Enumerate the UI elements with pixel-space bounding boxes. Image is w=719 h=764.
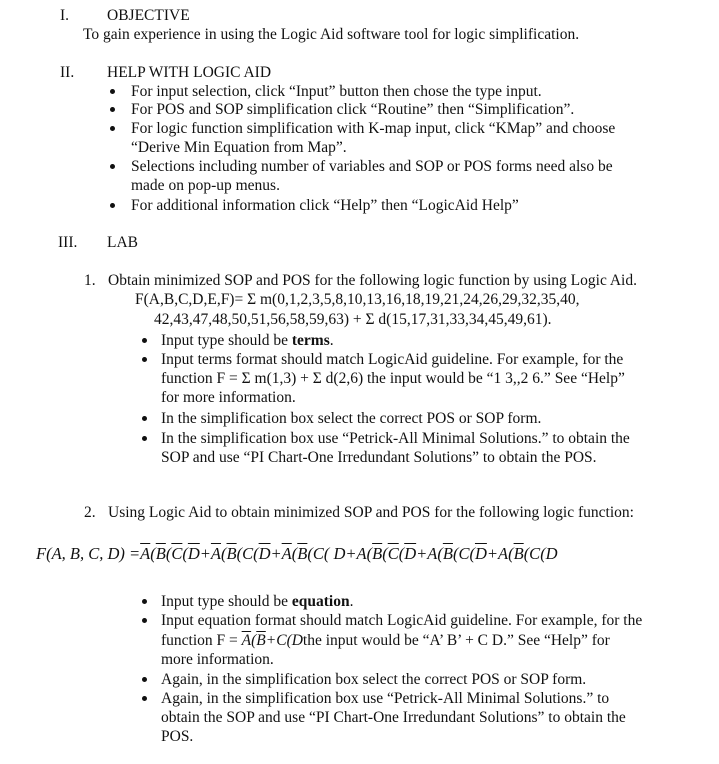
q1-item-3: In the simplification box select the correct POS or SOP form. [161, 410, 542, 427]
section-1-number: I. [60, 7, 70, 24]
q2-item-4-line-2: obtain the SOP and use “PI Chart-One Irredundant Solutions” to obtain the [161, 709, 626, 726]
bullet-dot [110, 164, 115, 169]
bullet-dot [110, 89, 115, 94]
q2-item-1: Input type should be equation. [161, 593, 354, 610]
question-2-equation: F(A, B, C, $D) =\overline{A}(\overline{B}(\overline{C}(\overline{D}+\overline{A}(\overline{B}(C(\overline{D}+\overline{A}(\overline{B}(C$( $D+A(\overline{B}(\overline{C}(\overline{D}+A(\overline{B}(C(\overline{D}+A(\overline{B}(C(D$ [36, 544, 558, 563]
question-2-text: Using Logic Aid to obtain minimized SOP and POS for the following logic function: [108, 504, 634, 521]
bullet-dot [142, 416, 147, 421]
section-3-number: III. [58, 234, 78, 251]
q1-item-2-line-1: Input terms format should match LogicAid guideline. For example, for the [161, 351, 624, 368]
q1-item-4-line-2: SOP and use “PI Chart-One Irredundant Solutions” to obtain the POS. [161, 449, 597, 466]
bullet-dot [142, 618, 147, 623]
q2-item-2-line-2: function $F = \overline{A}(\overline{B}+C(Dthe$ input would be “A’ B’ + C D.” See “Help” for [161, 632, 610, 649]
question-1-text: Obtain minimized SOP and POS for the following logic function by using Logic Aid. [108, 272, 637, 289]
help-item-2: For POS and SOP simplification click “Routine” then “Simplification”. [131, 101, 575, 118]
question-2-number: 2. [84, 504, 96, 521]
bullet-dot [110, 203, 115, 208]
bullet-dot [142, 436, 147, 441]
q2-item-2-line-1: Input equation format should match LogicAid guideline. For example, for the [161, 612, 643, 629]
question-1-number: 1. [84, 272, 96, 289]
section-1-title: OBJECTIVE [107, 7, 190, 24]
section-3-title: LAB [107, 234, 138, 251]
objective-text: To gain experience in using the Logic Aid software tool for logic simplification. [83, 26, 580, 43]
q1-item-2-line-2: function F = Σ m(1,3) + Σ d(2,6) the input would be “1 3,,2 6.” See “Help” [161, 370, 625, 387]
bullet-dot [110, 126, 115, 131]
bullet-dot [142, 677, 147, 682]
q2-item-4-line-3: POS. [161, 728, 194, 745]
bullet-dot [142, 357, 147, 362]
help-item-5: For additional information click “Help” then “LogicAid Help” [131, 197, 519, 214]
bullet-dot [110, 107, 115, 112]
q1-item-2-line-3: for more information. [161, 389, 296, 406]
q2-item-3: Again, in the simplification box select the correct POS or SOP form. [161, 671, 587, 688]
q2-item-2-line-3: more information. [161, 651, 274, 668]
q2-item-4-line-1: Again, in the simplification box use “Petrick-All Minimal Solutions.” to [161, 690, 610, 707]
help-item-4-line-2: made on pop-up menus. [131, 177, 280, 194]
bullet-dot [142, 599, 147, 604]
help-item-3-line-2: “Derive Min Equation from Map”. [131, 139, 347, 156]
question-1-function-line-2: 42,43,47,48,50,51,56,58,59,63) + Σ d(15,17,31,33,34,45,49,61). [154, 311, 552, 328]
help-item-1: For input selection, click “Input” button then chose the type input. [131, 83, 542, 100]
bullet-dot [142, 696, 147, 701]
question-1-function-line-1: F(A,B,C,D,E,F)= Σ m(0,1,2,3,5,8,10,13,16,18,19,21,24,26,29,32,35,40, [135, 291, 580, 308]
section-2-number: II. [60, 64, 75, 81]
bullet-dot [142, 338, 147, 343]
help-item-4-line-1: Selections including number of variables and SOP or POS forms need also be [131, 158, 613, 175]
section-2-title: HELP WITH LOGIC AID [107, 64, 272, 81]
q1-item-1: Input type should be terms. [161, 332, 334, 349]
q1-item-4-line-1: In the simplification box use “Petrick-All Minimal Solutions.” to obtain the [161, 430, 630, 447]
help-item-3-line-1: For logic function simplification with K-map input, click “KMap” and choose [131, 120, 616, 137]
